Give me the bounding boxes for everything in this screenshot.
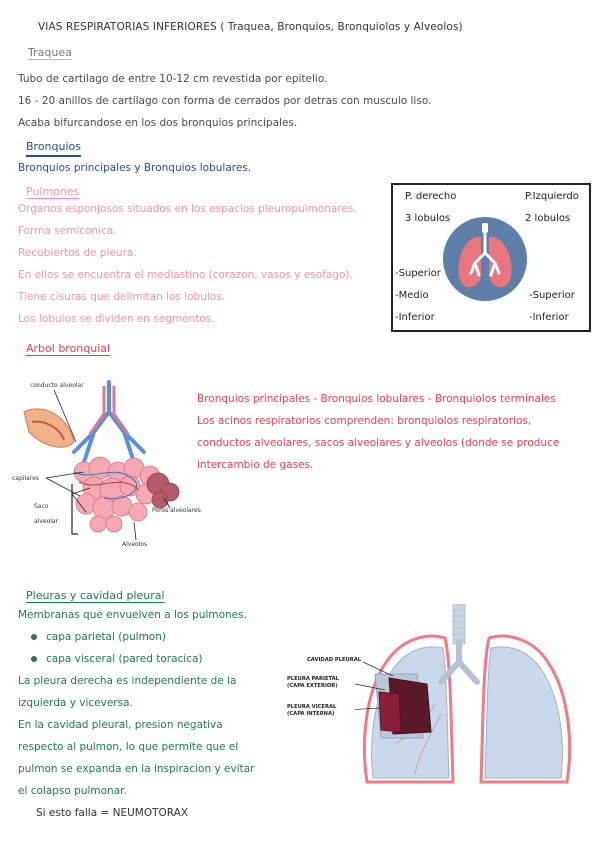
pleuras-line: Membranas que envuelven a los pulmones. — [18, 609, 247, 621]
pulmones-line: Recubiertos de pleura. — [18, 247, 137, 259]
label-pleura-visceral: PLEURA VICERAL — [287, 704, 337, 710]
pulmones-line: En ellos se encuentra el mediastino (corazon, vasos y esofago). — [18, 269, 353, 281]
label-capa-exterior: (CAPA EXTERIOR) — [287, 683, 338, 689]
pleuras-heading: Pleuras y cavidad pleural — [26, 589, 165, 602]
pleuras-line: pulmon se expanda en la inspiracion y evitar — [18, 763, 255, 775]
label-cavidad-pleural: CAVIDAD PLEURAL — [307, 657, 362, 663]
bronquios-heading: Bronquios — [26, 140, 81, 157]
left-lobe-inferior: -Inferior — [529, 312, 569, 323]
arbol-heading: Arbol bronquial — [26, 342, 111, 355]
right-lung-title: P. derecho — [405, 191, 457, 202]
pleuras-line: La pleura derecha es independiente de la — [18, 675, 237, 687]
arbol-line: Los acinos respiratorios comprenden: bronquiolos respiratorios, — [197, 415, 532, 427]
pleuras-line: respecto al pulmon, lo que permite que el — [18, 741, 239, 753]
arbol-line: conductos alveolares, sacos alveolares y alveolos (donde se produce — [197, 437, 560, 449]
left-lung-count: 2 lobulos — [525, 213, 571, 224]
traquea-line: Acaba bifurcandose en los dos bronquios principales. — [18, 117, 298, 129]
label-pleura-parietal: PLEURA PARIETAL — [287, 676, 339, 682]
arbol-line: Bronquios principales - Bronquios lobulares - Bronquiolos terminales — [197, 393, 556, 405]
label-capilares: capilares — [12, 475, 39, 482]
pulmones-line: Organos esponjosos situados en los espacios pleuropulmonares. — [18, 203, 357, 215]
pleura-illustration — [355, 604, 579, 784]
neumotorax-note: Si esto falla = NEUMOTORAX — [36, 807, 189, 819]
label-saco: Saco — [34, 503, 49, 510]
pleuras-bullet-item: capa visceral (pared toracica) — [46, 653, 203, 665]
pleuras-line: En la cavidad pleural, presion negativa — [18, 719, 223, 731]
traquea-heading: Traquea — [28, 46, 72, 59]
label-poros-alveolares: Poros alveolares — [152, 507, 201, 514]
bronquios-line: Bronquios principales y Bronquios lobulares. — [18, 162, 252, 174]
lung-lobes-box — [391, 183, 591, 332]
bronchial-tree-illustration — [14, 372, 214, 552]
arbol-line: intercambio de gases. — [197, 459, 314, 471]
label-alveolos: Alveolos — [122, 541, 148, 548]
label-alveolar: alveolar — [34, 518, 59, 525]
pulmones-line: Los lobulos se dividen en segmentos. — [18, 313, 215, 325]
left-lung-title: P.Izquierdo — [525, 191, 579, 202]
label-capa-interna: (CAPA INTERNA) — [287, 711, 335, 717]
pulmones-line: Forma semiconica. — [18, 225, 117, 237]
traquea-line: 16 - 20 anillos de cartilago con forma de cerrados por detras con musculo liso. — [18, 95, 432, 107]
right-lung-count: 3 lobulos — [405, 213, 451, 224]
pulmones-heading: Pulmones — [26, 185, 80, 198]
right-lobe-inferior: -Inferior — [395, 312, 435, 323]
right-lobe-superior: -Superior — [395, 268, 441, 279]
label-conducto-alveolar: conducto alveolar — [30, 382, 84, 389]
pleuras-line: izquierda y viceversa. — [18, 697, 133, 709]
bullet-icon — [31, 656, 37, 662]
traquea-line: Tubo de cartilago de entre 10-12 cm revestida por epitelio. — [18, 73, 328, 85]
page-title: VIAS RESPIRATORIAS INFERIORES ( Traquea, Bronquios, Bronquiolos y Alveolos) — [38, 21, 463, 33]
pleuras-bullet-item: capa parietal (pulmon) — [46, 631, 166, 643]
right-lobe-medio: -Medio — [395, 290, 429, 301]
pulmones-line: Tiene cisuras que delimitan los lobulos. — [18, 291, 226, 303]
lungs-icon — [441, 215, 529, 303]
bullet-icon — [31, 634, 37, 640]
pleuras-line: el colapso pulmonar. — [18, 785, 127, 797]
left-lobe-superior: -Superior — [529, 290, 575, 301]
